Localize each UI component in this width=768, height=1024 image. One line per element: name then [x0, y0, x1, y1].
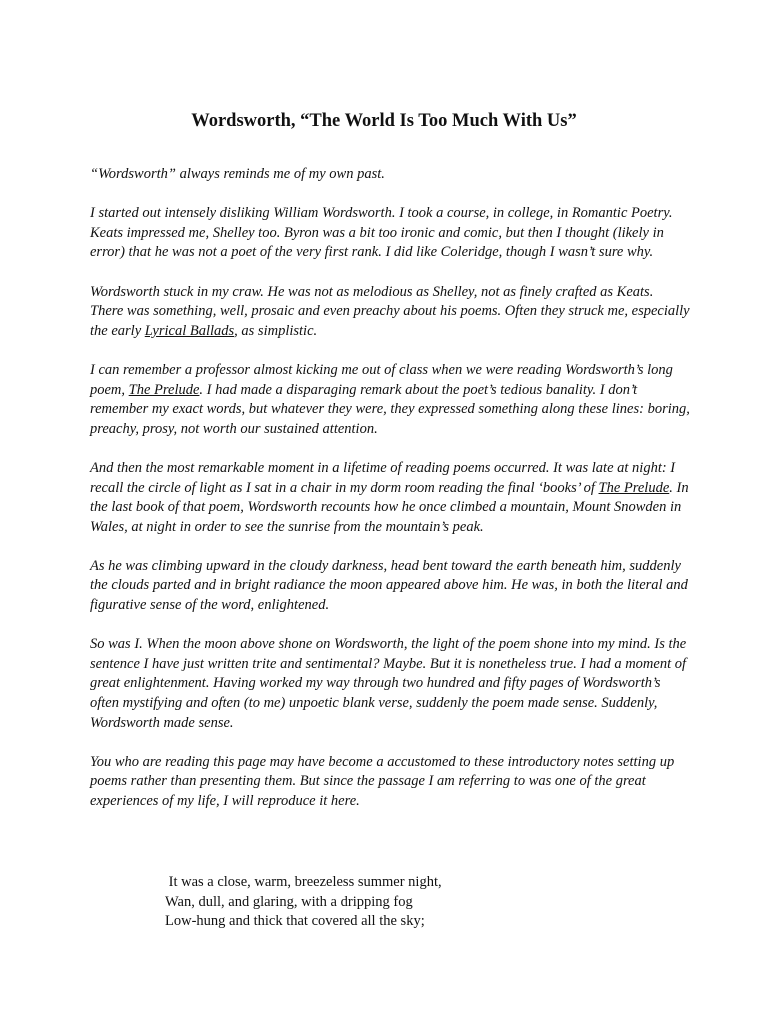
book-title-the-prelude-2: The Prelude [598, 479, 670, 496]
paragraph-2: I started out intensely disliking William Wordsworth. I took a course, in college, in Romantic Poetry. Keats impressed me, Shelley too. Byron was a bit too ironic and comic, but then I thought (likely in error) that he was not a poet of the very first rank. I did like Coleridge, though I wasn’t sure why. [90, 205, 673, 261]
book-title-the-prelude: The Prelude [128, 381, 200, 398]
paragraph-7: So was I. When the moon above shone on Wordsworth, the light of the poem shone into my mind. Is the sentence I have just written trite and sentimental? Maybe. But it is nonetheless true. I had a moment of great enlightenment. Having worked my way through two hundred and fifty pages of Wordsworth’s often mystifying and often (to me) unpoetic blank verse, suddenly the poem made sense. Suddenly, Wordsworth made sense. [90, 636, 687, 731]
paragraph-1: “Wordsworth” always reminds me of my own past. [90, 166, 385, 182]
paragraph-4-text-a: I can remember a professor almost kicking me out of class when we were reading Wordsworth’s long poem, [90, 361, 673, 398]
essay-body [90, 165, 690, 831]
paragraph-4 [90, 361, 690, 439]
poem-line: Wan, dull, and glaring, with a dripping fog [165, 893, 413, 910]
document-title: Wordsworth, “The World Is Too Much With Us” [191, 111, 577, 131]
paragraph-5-text-b: . In the last book of that poem, Wordsworth recounts how he once climbed a mountain, Mount Snowden in Wales, at night in order to see the sunrise from the mountain’s peak. [90, 479, 689, 535]
poem-line: It was a close, warm, breezeless summer night, [165, 874, 442, 890]
paragraph-5 [90, 459, 690, 537]
paragraph-3-text-b: , as simplistic. [234, 322, 318, 339]
paragraph-3-text-a: Wordsworth stuck in my craw. He was not as melodious as Shelley, not as finely crafted as Keats. There was something, well, prosaic and even preachy about his poems. Often they struck me, especially the early [90, 283, 690, 339]
poem-excerpt [165, 873, 442, 932]
paragraph-6: As he was climbing upward in the cloudy darkness, head bent toward the earth beneath him, suddenly the clouds parted and in bright radiance the moon appeared above him. He was, in both the literal and figurative sense of the word, enlightened. [90, 557, 688, 614]
paragraph-4-text-b: . I had made a disparaging remark about the poet’s tedious banality. I don’t remember my exact words, but whatever they were, they expressed something along these lines: boring, preachy, prosy, not worth our sustained attention. [90, 381, 690, 437]
paragraph-5-text-a: And then the most remarkable moment in a lifetime of reading poems occurred. It was late at night: I recall the circle of light as I sat in a chair in my dorm room reading the final ‘books’ of [90, 459, 676, 496]
poem-line: Low-hung and thick that covered all the sky; [165, 913, 425, 930]
paragraph-3 [90, 283, 690, 342]
paragraph-8: You who are reading this page may have become a accustomed to these introductory notes setting up poems rather than presenting them. But since the passage I am referring to was one of the great experiences of my life, I will reproduce it here. [90, 753, 675, 809]
book-title-lyrical-ballads: Lyrical Ballads [144, 322, 235, 339]
